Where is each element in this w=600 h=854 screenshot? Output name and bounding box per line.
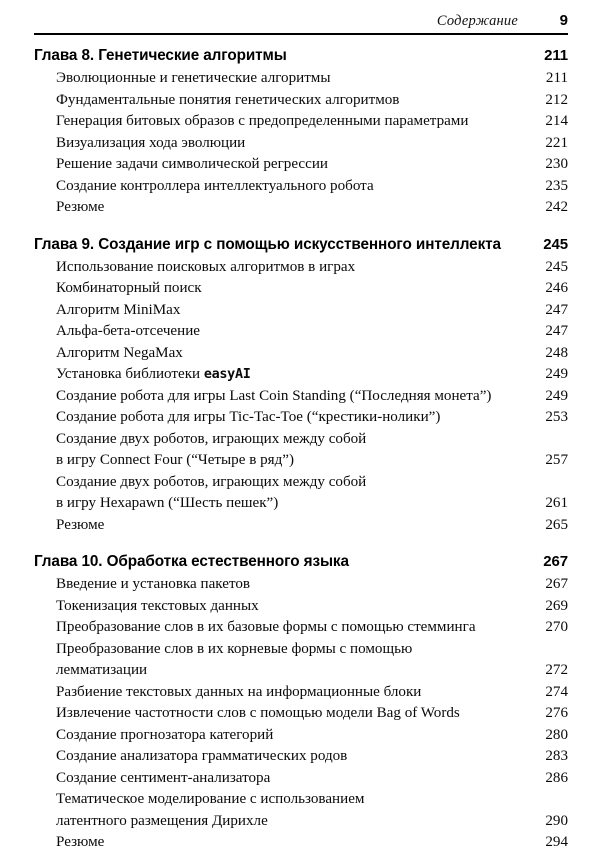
- toc-entry-label: Создание сентимент-анализатора: [56, 769, 271, 786]
- toc-entry-page: 280: [545, 726, 568, 743]
- toc-entry-row[interactable]: [34, 682, 568, 704]
- toc-entry-row[interactable]: [34, 811, 568, 833]
- chapter-heading-page: 245: [543, 235, 568, 253]
- toc-entry-label: Визуализация хода эволюции: [56, 134, 246, 151]
- chapter-block: [34, 553, 568, 854]
- toc-entry-label: Создание контроллера интеллектуального робота: [56, 177, 374, 194]
- header-divider-rule: [34, 33, 568, 35]
- page-folio-number: 9: [559, 12, 568, 29]
- toc-entry-label: Резюме: [56, 516, 105, 533]
- table-of-contents: [34, 47, 568, 854]
- toc-entry-page: 247: [545, 323, 568, 339]
- toc-entry-page: 248: [545, 344, 568, 361]
- toc-entry-page: 272: [545, 662, 568, 678]
- chapter-block: [34, 236, 568, 537]
- toc-entry-label: Создание робота для игры Tic-Tac-Toe (“крестики-нолики”): [56, 409, 441, 425]
- toc-entry-row[interactable]: [34, 574, 568, 596]
- toc-entry-row[interactable]: [34, 278, 568, 300]
- toc-entry-label: Преобразование слов в их корневые формы с помощью: [56, 640, 413, 657]
- toc-entry-page: 283: [545, 748, 568, 764]
- toc-entry-row[interactable]: [34, 111, 568, 133]
- toc-entry-page: 257: [545, 452, 568, 468]
- chapter-heading-page: 211: [544, 47, 568, 64]
- toc-entry-row[interactable]: [34, 257, 568, 279]
- toc-entry-label: Извлечение частотности слов с помощью модели Bag of Words: [56, 705, 460, 721]
- toc-entry-row[interactable]: [34, 197, 568, 219]
- toc-entry-page: 265: [545, 516, 568, 533]
- running-head: [34, 12, 568, 30]
- toc-entry-row[interactable]: [34, 515, 568, 537]
- chapter-heading-label: Глава 10. Обработка естественного языка: [34, 553, 349, 570]
- toc-entry-row[interactable]: [34, 154, 568, 176]
- toc-entry-row[interactable]: [34, 703, 568, 725]
- toc-entry-page: 249: [545, 387, 568, 404]
- toc-entry-page: 276: [545, 705, 568, 721]
- toc-entry-page: 290: [545, 812, 568, 829]
- toc-entry-page: 270: [545, 619, 568, 635]
- toc-entry-page: 230: [545, 156, 568, 172]
- toc-entry-row[interactable]: [34, 660, 568, 682]
- toc-entry-page: 247: [545, 301, 568, 318]
- chapter-heading-label: Глава 9. Создание игр с помощью искусственного интеллекта: [34, 235, 501, 253]
- chapter-heading-row[interactable]: [34, 236, 568, 254]
- toc-entry-label: Установка библиотеки easyAI: [56, 366, 251, 382]
- toc-entry-row[interactable]: [34, 617, 568, 639]
- toc-entry-row[interactable]: [34, 343, 568, 365]
- toc-entry-label: лемматизации: [56, 662, 148, 678]
- toc-entry-page: 242: [545, 199, 568, 215]
- toc-entry-label: Токенизация текстовых данных: [56, 597, 259, 614]
- toc-entry-row[interactable]: [34, 832, 568, 854]
- toc-entry-row[interactable]: [34, 725, 568, 747]
- toc-entry-page: 267: [545, 576, 568, 592]
- toc-entry-label: Резюме: [56, 199, 105, 215]
- chapter-block: [34, 47, 568, 219]
- toc-entry-label: в игру Connect Four (“Четыре в ряд”): [56, 452, 294, 468]
- toc-entry-row[interactable]: [34, 789, 568, 811]
- toc-entry-label: в игру Hexapawn (“Шесть пешек”): [56, 495, 279, 511]
- toc-entry-label: Генерация битовых образов с предопределенными параметрами: [56, 113, 469, 129]
- toc-entry-label: Альфа-бета-отсечение: [56, 323, 200, 339]
- toc-entry-row[interactable]: [34, 596, 568, 618]
- toc-entry-label: Комбинаторный поиск: [56, 280, 202, 296]
- toc-entry-label: Решение задачи символической регрессии: [56, 156, 328, 172]
- toc-entry-label: Создание двух роботов, играющих между собой: [56, 473, 367, 490]
- toc-entry-row[interactable]: [34, 176, 568, 198]
- toc-entry-row[interactable]: [34, 321, 568, 343]
- toc-entry-page: 245: [545, 258, 568, 275]
- toc-entry-page: 286: [545, 769, 568, 786]
- toc-entry-label: Введение и установка пакетов: [56, 576, 251, 592]
- toc-entry-label: Алгоритм MiniMax: [56, 301, 181, 318]
- toc-entry-page: 294: [545, 834, 568, 850]
- chapter-heading-label: Глава 8. Генетические алгоритмы: [34, 47, 287, 64]
- toc-entry-page: 235: [545, 177, 568, 194]
- toc-entry-row[interactable]: [34, 768, 568, 790]
- toc-entry-label: Создание анализатора грамматических родов: [56, 748, 348, 764]
- toc-entry-label: Создание двух роботов, играющих между собой: [56, 430, 367, 447]
- toc-entry-row[interactable]: [34, 364, 568, 386]
- running-head-title: Содержание: [436, 13, 518, 29]
- toc-entry-page: 274: [545, 683, 568, 700]
- toc-entry-row[interactable]: [34, 386, 568, 408]
- toc-entry-page: 269: [545, 597, 568, 614]
- toc-entry-label: Резюме: [56, 834, 105, 850]
- toc-entry-label: Эволюционные и генетические алгоритмы: [56, 70, 331, 86]
- toc-entry-label: Использование поисковых алгоритмов в играх: [56, 258, 356, 275]
- toc-entry-page: 249: [545, 366, 568, 382]
- toc-entry-label: Разбиение текстовых данных на информационные блоки: [56, 683, 422, 700]
- toc-entry-row[interactable]: [34, 407, 568, 429]
- toc-entry-page: 253: [545, 409, 568, 425]
- chapter-heading-row[interactable]: [34, 553, 568, 571]
- toc-entry-label: Фундаментальные понятия генетических алгоритмов: [56, 91, 400, 108]
- toc-entry-page: 261: [545, 495, 568, 511]
- toc-entry-row[interactable]: [34, 68, 568, 90]
- toc-entry-row[interactable]: [34, 300, 568, 322]
- toc-entry-page: 214: [545, 113, 568, 129]
- toc-entry-page: 212: [545, 91, 568, 108]
- toc-entry-label: Создание прогнозатора категорий: [56, 726, 274, 743]
- toc-entry-label: Преобразование слов в их базовые формы с помощью стемминга: [56, 619, 476, 635]
- chapter-heading-row[interactable]: [34, 47, 568, 65]
- toc-entry-label: латентного размещения Дирихле: [56, 812, 268, 829]
- toc-entry-row[interactable]: [34, 746, 568, 768]
- toc-entry-row[interactable]: [34, 133, 568, 155]
- toc-entry-row[interactable]: [34, 472, 568, 494]
- toc-entry-page: 211: [545, 70, 568, 86]
- library-name-emphasis: easyAI: [203, 367, 251, 382]
- toc-entry-label: Создание робота для игры Last Coin Standing (“Последняя монета”): [56, 387, 492, 404]
- chapter-heading-page: 267: [543, 553, 568, 570]
- toc-entry-page: 246: [545, 280, 568, 296]
- toc-entry-label: Алгоритм NegaMax: [56, 344, 183, 361]
- toc-entry-row[interactable]: [34, 493, 568, 515]
- toc-entry-row[interactable]: [34, 450, 568, 472]
- toc-entry-label: Тематическое моделирование с использованием: [56, 791, 365, 807]
- toc-entry-page: 221: [545, 134, 568, 151]
- toc-entry-row[interactable]: [34, 639, 568, 661]
- toc-entry-row[interactable]: [34, 429, 568, 451]
- toc-entry-row[interactable]: [34, 90, 568, 112]
